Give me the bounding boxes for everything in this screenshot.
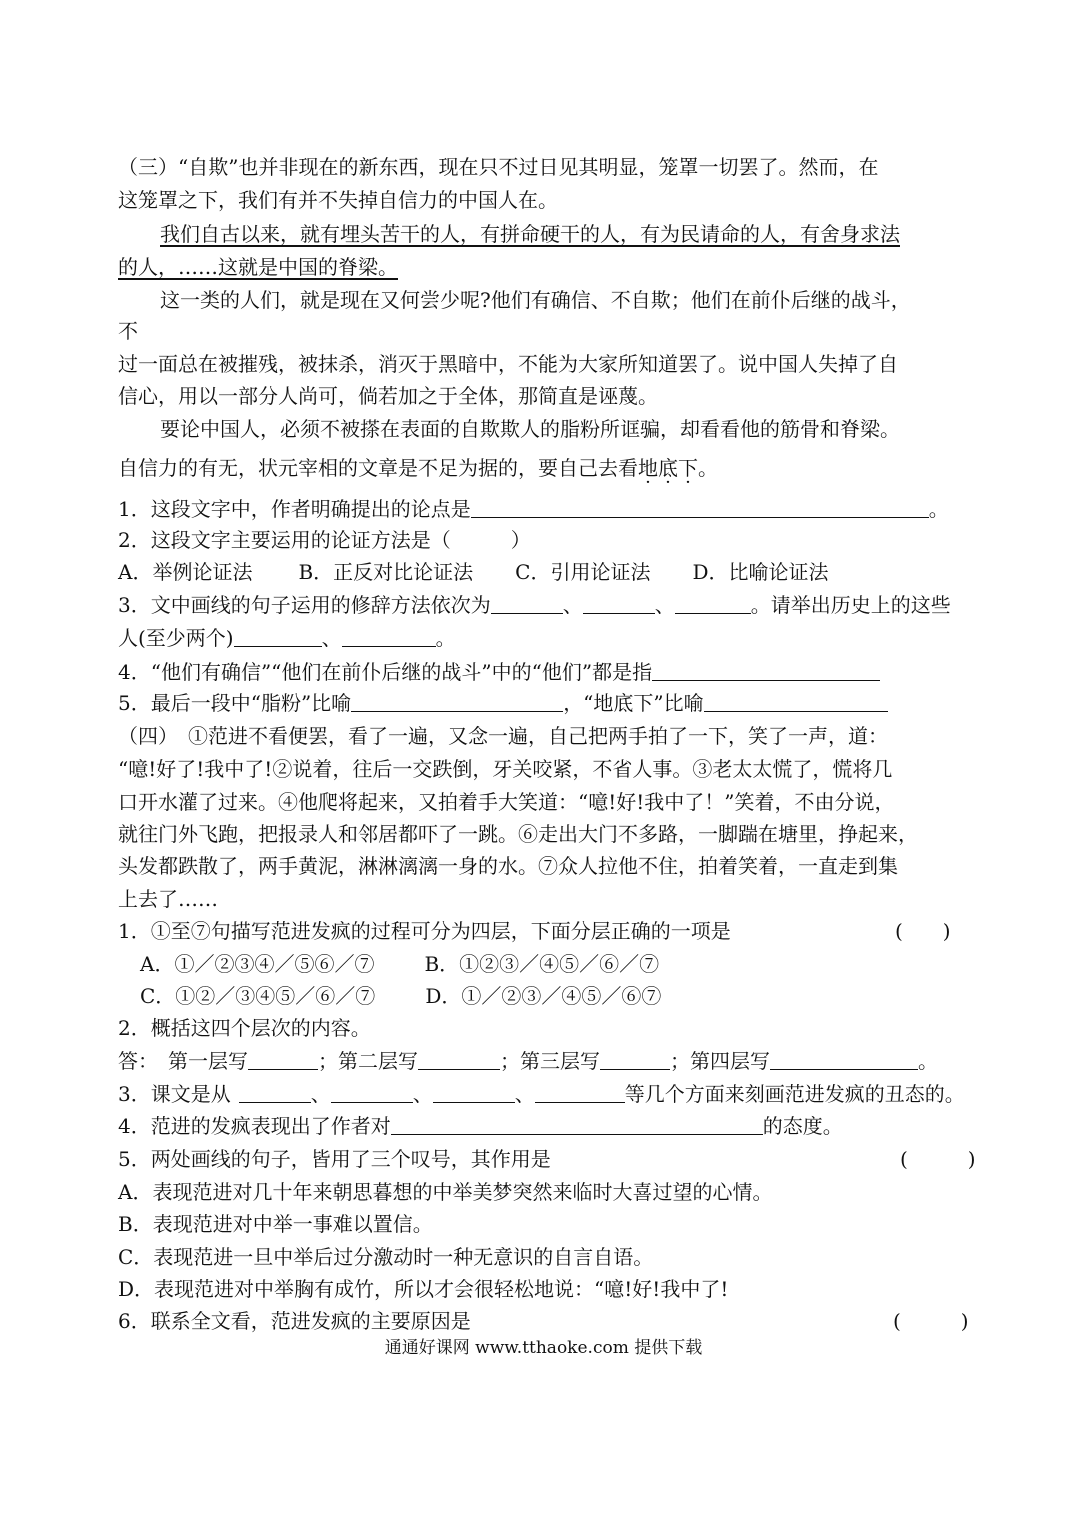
passage3-line: 这一类的人们，就是现在又何尝少呢?他们有确信、不自欺；他们在前仆后继的战斗，: [160, 288, 911, 312]
passage4-line: 上去了……: [118, 887, 218, 911]
question-4-1-options: [140, 951, 659, 977]
option-c: C．表现范进一旦中举后过分激动时一种无意识的自言自语。: [118, 1245, 654, 1269]
answer-blank[interactable]: [652, 660, 880, 681]
emphasis-char: 地: [638, 456, 658, 480]
option-b: B．正反对比论证法: [298, 560, 474, 584]
passage4-line: 就往门外飞跑，把报录人和邻居都吓了一跳。⑥走出大门不多路，一脚踹在塘里，挣起来，: [118, 822, 918, 846]
answer-blank[interactable]: [239, 1082, 311, 1103]
passage3-line: 不: [118, 319, 138, 343]
option-d: D．比喻论证法: [692, 560, 829, 584]
underlined-sentence: 的人，……这就是中国的脊梁。: [118, 255, 398, 279]
passage4-line: （四） ①范进不看便罢，看了一遍，又念一遍，自己把两手拍了一下，笑了一声，道：: [118, 724, 888, 748]
answer-blank[interactable]: [704, 691, 888, 712]
question-3-2-options: [118, 559, 829, 585]
question-3-4: 4．“他们有确信”“他们在前仆后继的战斗”中的“他们”都是指: [118, 659, 880, 685]
answer-blank[interactable]: [418, 1049, 500, 1070]
emphasis-char: 底: [658, 456, 678, 480]
option-d: D．①／②③／④⑤／⑥⑦: [425, 984, 662, 1008]
passage3-line: 这笼罩之下，我们有并不失掉自信力的中国人在。: [118, 188, 558, 212]
question-3-2: 2．这段文字主要运用的论证方法是（ ）: [118, 528, 531, 552]
answer-paren[interactable]: ( ): [893, 1309, 969, 1333]
passage3-line: 过一面总在被摧残，被抹杀，消灭于黑暗中，不能为大家所知道罢了。说中国人失掉了自: [118, 352, 898, 376]
page-footer: 通通好课网 www.tthaoke.com 提供下载: [384, 1338, 703, 1358]
option-b: B．表现范进对中举一事难以置信。: [118, 1212, 433, 1236]
answer-blank[interactable]: [600, 1049, 670, 1070]
answer-blank[interactable]: [535, 1082, 625, 1103]
answer-blank[interactable]: [234, 626, 322, 647]
question-4-1-options: [140, 983, 661, 1009]
option-c: C．①②／③④⑤／⑥／⑦: [140, 984, 376, 1008]
question-4-2-answer: 答： 第一层写 ；第二层写 ；第三层写 ；第四层写 。: [118, 1049, 938, 1073]
answer-blank[interactable]: [331, 1082, 413, 1103]
passage3-line: 信心，用以一部分人尚可，倘若加之于全体，那简直是诬蔑。: [118, 384, 658, 408]
option-a: A．表现范进对几十年来朝思暮想的中举美梦突然来临时大喜过望的心情。: [118, 1180, 773, 1204]
option-d: D．表现范进对中举胸有成竹，所以才会很轻松地说：“噫!好!我中了!: [118, 1277, 729, 1301]
passage3-line: 要论中国人，必须不被搽在表面的自欺欺人的脂粉所诓骗，却看看他的筋骨和脊梁。: [160, 417, 900, 441]
answer-blank[interactable]: [391, 1114, 763, 1135]
passage3-line: 自信力的有无，状元宰相的文章是不足为据的，要自己去看地底下。: [118, 456, 718, 480]
question-4-4: 4．范进的发疯表现出了作者对 的态度。: [118, 1114, 843, 1138]
question-4-6: 6．联系全文看，范进发疯的主要原因是: [118, 1309, 471, 1333]
answer-blank[interactable]: [351, 691, 563, 712]
underlined-sentence: 我们自古以来，就有埋头苦干的人，有拼命硬干的人，有为民请命的人，有舍身求法: [160, 222, 900, 246]
answer-paren[interactable]: ( ): [895, 919, 951, 943]
answer-blank[interactable]: [770, 1049, 918, 1070]
question-4-2: 2．概括这四个层次的内容。: [118, 1016, 371, 1040]
question-4-1: 1．①至⑦句描写范进发疯的过程可分为四层，下面分层正确的一项是: [118, 919, 731, 943]
answer-blank[interactable]: [433, 1082, 515, 1103]
passage4-line: “噫!好了!我中了!②说着，往后一交跌倒，牙关咬紧，不省人事。③老太太慌了，慌将几: [118, 757, 893, 781]
option-c: C．引用论证法: [515, 560, 651, 584]
passage4-line: 头发都跌散了，两手黄泥，淋淋漓漓一身的水。⑦众人拉他不住，拍着笑着，一直走到集: [118, 854, 898, 878]
question-3-3-line2: 人(至少两个) 、 。: [118, 626, 456, 650]
answer-blank[interactable]: [583, 593, 655, 614]
question-3-3: 3．文中画线的句子运用的修辞方法依次为 、 、 。请举出历史上的这些: [118, 593, 951, 617]
question-3-5: 5．最后一段中“脂粉”比喻 ，“地底下”比喻: [118, 690, 888, 716]
question-4-5: 5．两处画线的句子，皆用了三个叹号，其作用是: [118, 1147, 551, 1171]
answer-blank[interactable]: [248, 1049, 318, 1070]
question-3-1: 1．这段文字中，作者明确提出的论点是 。: [118, 497, 949, 521]
answer-blank[interactable]: [342, 626, 436, 647]
answer-blank[interactable]: [491, 593, 563, 614]
passage4-line: 口开水灌了过来。④他爬将起来，又拍着手大笑道：“噫!好!我中了！”笑着，不由分说，: [118, 790, 895, 814]
passage3-line: （三）“自欺”也并非现在的新东西，现在只不过日见其明显，笼罩一切罢了。然而，在: [118, 155, 879, 179]
question-4-3: 3．课文是从 、 、 、 等几个方面来刻画范进发疯的丑态的。: [118, 1082, 965, 1106]
option-a: A．举例论证法: [118, 560, 253, 584]
emphasis-char: 下: [678, 456, 698, 480]
option-a: A．①／②③④／⑤⑥／⑦: [140, 952, 375, 976]
option-b: B．①②③／④⑤／⑥／⑦: [424, 952, 660, 976]
answer-blank[interactable]: [471, 497, 929, 518]
answer-blank[interactable]: [675, 593, 751, 614]
answer-paren[interactable]: ( ): [900, 1147, 976, 1171]
